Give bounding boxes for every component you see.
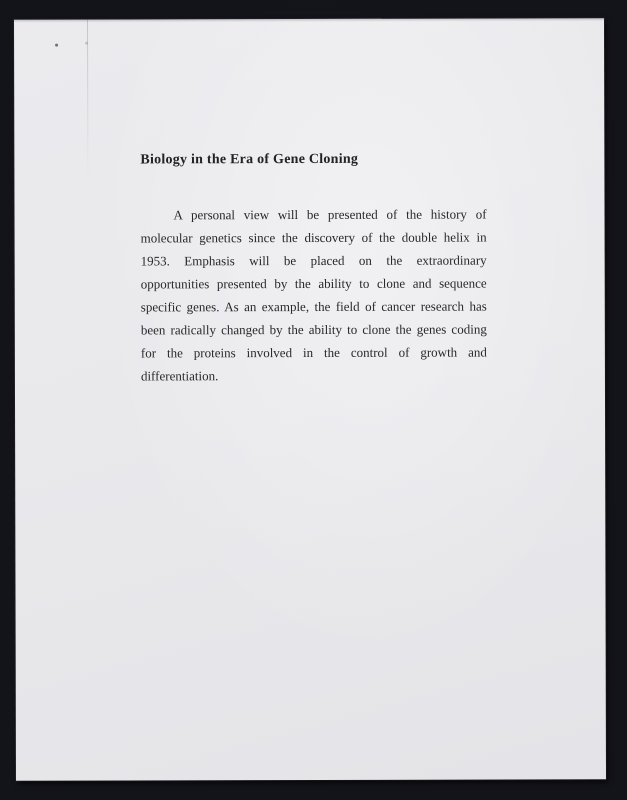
speck-mark-1 [55, 44, 58, 47]
document-paragraph: A personal view will be presented of the history of molecular genetics since the discovery of the double helix in 1953. Emphasis will be placed on the extraordinary opportunities presented by the ability to clone and sequence specific genes. As an example, the field of cancer research has been radically changed by the ability to clone the genes coding for the proteins involved in the control of growth and differentiation. [140, 206, 487, 384]
fold-crease [87, 20, 88, 185]
document-title: Biology in the Era of Gene Cloning [140, 151, 359, 168]
paper-sheet [14, 18, 606, 781]
